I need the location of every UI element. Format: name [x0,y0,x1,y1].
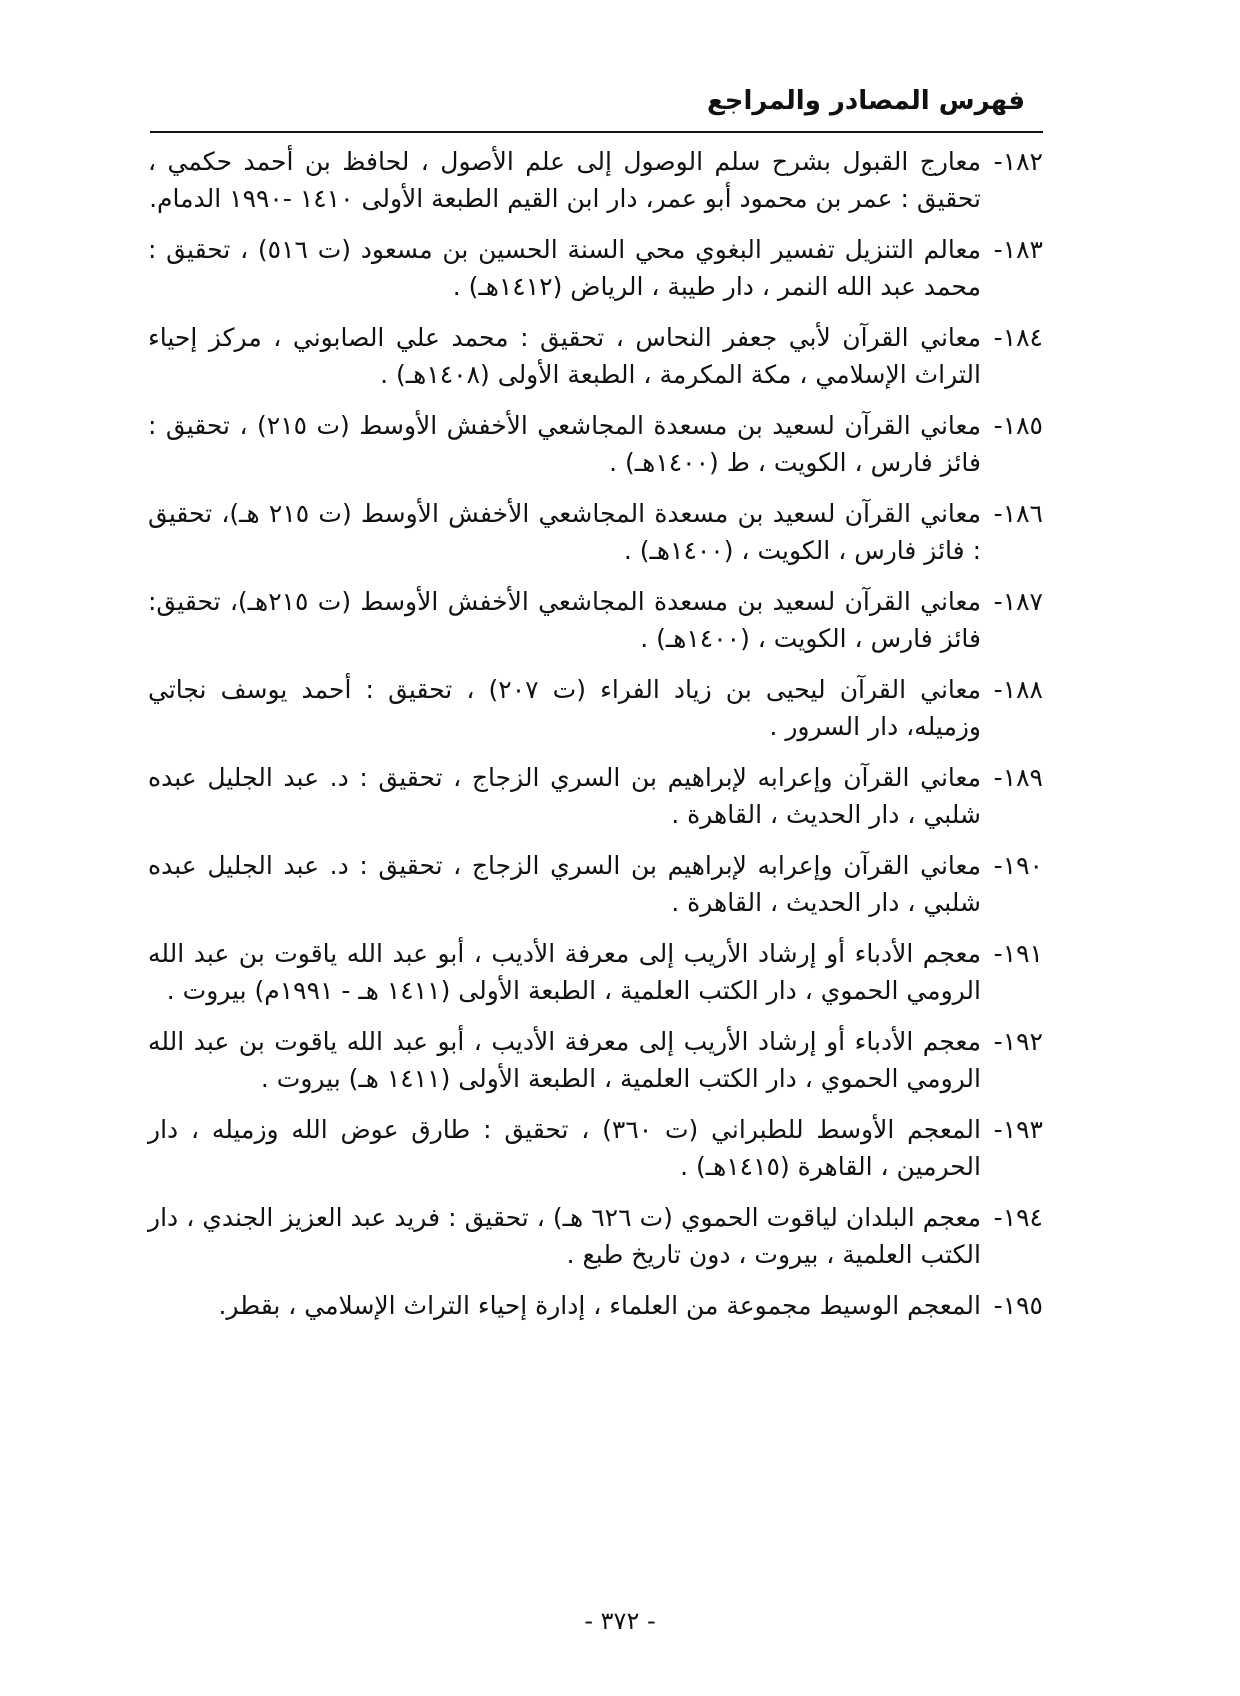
entry-number: ١٨٦- [993,499,1043,528]
entry-text: معارج القبول بشرح سلم الوصول إلى علم الأصول ، لحافظ بن أحمد حكمي ، تحقيق : عمر بن محمود أبو عمر، دار ابن القيم الطبعة الأولى ١٤١٠ -١٩٩٠ الدمام. [148,147,981,213]
entry-text: معالم التنزيل تفسير البغوي محي السنة الحسين بن مسعود (ت ٥١٦) ، تحقيق : محمد عبد الله النمر ، دار طيبة ، الرياض (١٤١٢هـ) . [148,235,981,301]
entry-number: ١٩٥- [993,1291,1043,1320]
entry-text: المعجم الأوسط للطبراني (ت ٣٦٠) ، تحقيق : طارق عوض الله وزميله ، دار الحرمين ، القاهرة (١٤١٥هـ) . [148,1115,981,1181]
entry-number: ١٨٣- [993,235,1043,264]
page-number: - ٣٧٢ - [584,1607,656,1635]
bibliography-entry [148,495,1043,569]
entry-text: معاني القرآن وإعرابه لإبراهيم بن السري الزجاج ، تحقيق : د. عبد الجليل عبده شلبي ، دار الحديث ، القاهرة . [148,763,981,829]
bibliography-entry [148,935,1043,1009]
entry-text: معجم البلدان لياقوت الحموي (ت ٦٢٦ هـ) ، تحقيق : فريد عبد العزيز الجندي ، دار الكتب العلمية ، بيروت ، دون تاريخ طبع . [148,1203,981,1269]
entry-text: معاني القرآن وإعرابه لإبراهيم بن السري الزجاج ، تحقيق : د. عبد الجليل عبده شلبي ، دار الحديث ، القاهرة . [148,851,981,917]
entry-number: ١٩٠- [993,851,1043,880]
bibliography-entry [148,1023,1043,1097]
entry-text: معاني القرآن لأبي جعفر النحاس ، تحقيق : محمد علي الصابوني ، مركز إحياء التراث الإسلامي ، مكة المكرمة ، الطبعة الأولى (١٤٠٨هـ) . [148,323,981,389]
bibliography-entry [148,847,1043,921]
bibliography-list [148,143,1043,1338]
bibliography-entry [148,759,1043,833]
entry-text: معاني القرآن لسعيد بن مسعدة المجاشعي الأخفش الأوسط (ت ٢١٥ هـ)، تحقيق : فائز فارس ، الكويت ، (١٤٠٠هـ) . [148,499,981,565]
header-divider [150,131,1043,133]
entry-number: ١٨٥- [993,411,1043,440]
bibliography-entry [148,1111,1043,1185]
bibliography-entry [148,1199,1043,1273]
running-header-title: فهرس المصادر والمراجع [707,86,1025,116]
entry-number: ١٨٧- [993,587,1043,616]
entry-text: معجم الأدباء أو إرشاد الأريب إلى معرفة الأديب ، أبو عبد الله ياقوت بن عبد الله الرومي الحموي ، دار الكتب العلمية ، الطبعة الأولى (١٤١١ هـ - ١٩٩١م) بيروت . [148,939,981,1005]
entry-text: معاني القرآن لسعيد بن مسعدة المجاشعي الأخفش الأوسط (ت ٢١٥) ، تحقيق : فائز فارس ، الكويت ، ط (١٤٠٠هـ) . [148,411,981,477]
entry-number: ١٩١- [993,939,1043,968]
entry-text: معاني القرآن ليحيى بن زياد الفراء (ت ٢٠٧) ، تحقيق : أحمد يوسف نجاتي وزميله، دار السرور . [148,675,981,741]
bibliography-entry [148,1287,1043,1324]
bibliography-entry [148,407,1043,481]
bibliography-entry [148,231,1043,305]
entry-text: معجم الأدباء أو إرشاد الأريب إلى معرفة الأديب ، أبو عبد الله ياقوت بن عبد الله الرومي الحموي ، دار الكتب العلمية ، الطبعة الأولى (١٤١١ هـ) بيروت . [148,1027,981,1093]
entry-number: ١٩٢- [993,1027,1043,1056]
entry-number: ١٨٤- [993,323,1043,352]
entry-number: ١٩٤- [993,1203,1043,1232]
entry-number: ١٨٩- [993,763,1043,792]
bibliography-entry [148,671,1043,745]
bibliography-entry [148,583,1043,657]
bibliography-entry [148,143,1043,217]
entry-text: المعجم الوسيط مجموعة من العلماء ، إدارة إحياء التراث الإسلامي ، بقطر. [218,1291,981,1320]
entry-text: معاني القرآن لسعيد بن مسعدة المجاشعي الأخفش الأوسط (ت ٢١٥هـ)، تحقيق: فائز فارس ، الكويت ، (١٤٠٠هـ) . [148,587,981,653]
entry-number: ١٨٢- [993,147,1043,176]
entry-number: ١٨٨- [993,675,1043,704]
entry-number: ١٩٣- [993,1115,1043,1144]
bibliography-entry [148,319,1043,393]
